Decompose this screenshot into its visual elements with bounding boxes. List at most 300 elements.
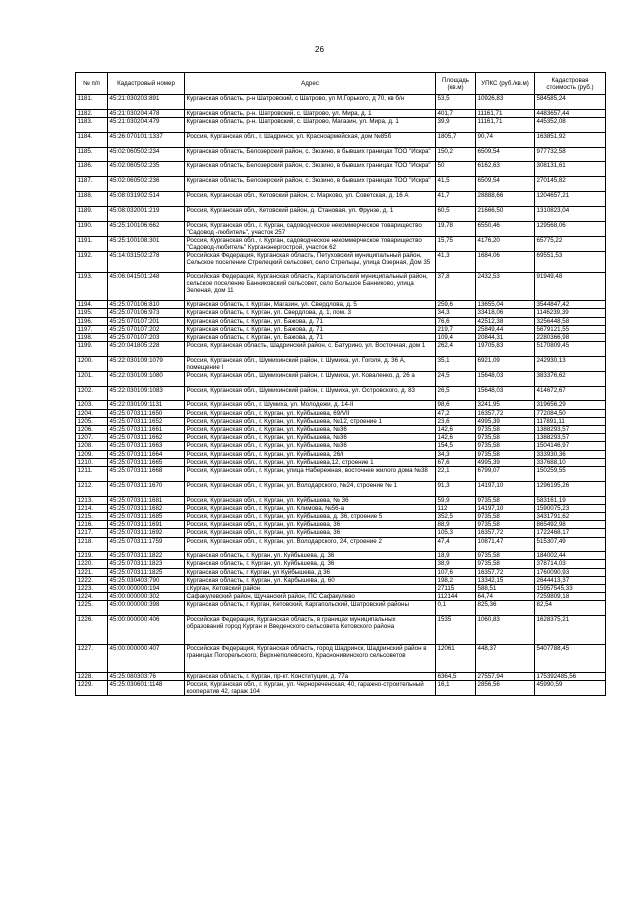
table-row xyxy=(76,552,606,560)
cell-num: 1228. xyxy=(76,673,108,681)
cell-num: 1188. xyxy=(76,191,108,206)
cell-address: Россия, Курганская обл., Шумихинский район, г. Шумиха, ул. Коваленко, д. 26 а xyxy=(185,371,436,386)
cell-cadastral: 45:22:030109:1080 xyxy=(108,371,185,386)
cell-cadastral: 45:25:070107:202 xyxy=(108,325,185,333)
cell-cost: 1722468,17 xyxy=(535,529,606,537)
table-row xyxy=(76,147,606,162)
cell-cost: 242930,13 xyxy=(535,356,606,371)
cell-upks: 9735,58 xyxy=(476,552,535,560)
cell-upks: 4176,20 xyxy=(476,236,535,251)
cell-cost: 1388293,57 xyxy=(535,434,606,442)
cell-num: 1224. xyxy=(76,593,108,601)
cell-address: Россия, Курганская область, Шадринский район, с. Батурино, ул. Восточная, дом 1 xyxy=(185,342,436,357)
cell-upks: 33418,06 xyxy=(476,309,535,317)
header-cadastral: Кадастровый номер xyxy=(108,73,185,95)
cell-address: Курганская область, г Курган, Кетовский, Каргапольский, Шатровский районы xyxy=(185,601,436,616)
cell-cost: 333930,36 xyxy=(535,450,606,458)
cell-upks: 13342,15 xyxy=(476,576,535,584)
cell-num: 1229. xyxy=(76,681,108,696)
cell-cost: 184002,44 xyxy=(535,552,606,560)
cell-area: 19,78 xyxy=(436,221,476,236)
table-row xyxy=(76,356,606,371)
cell-upks: 2856,56 xyxy=(476,681,535,696)
table-row xyxy=(76,325,606,333)
table-row xyxy=(76,132,606,147)
cell-cost: 117891,11 xyxy=(535,417,606,425)
cell-num: 1204. xyxy=(76,409,108,417)
cell-cost: 150259,55 xyxy=(535,466,606,481)
cell-area: 6364,5 xyxy=(436,673,476,681)
cell-cadastral: 45:25:070311:1759 xyxy=(108,537,185,552)
cell-cost: 319656,29 xyxy=(535,401,606,409)
cell-cadastral: 45:25:070311:1661 xyxy=(108,426,185,434)
cell-cadastral: 45:25:070311:1652 xyxy=(108,417,185,425)
cell-cadastral: 45:25:070311:1662 xyxy=(108,434,185,442)
cell-address: Курганская область, г Курган, ул Куйбышева, д 36 xyxy=(185,568,436,576)
cell-cost: 1760090,93 xyxy=(535,568,606,576)
cell-num: 1223. xyxy=(76,585,108,593)
cell-upks: 825,36 xyxy=(476,601,535,616)
cell-area: 39,9 xyxy=(436,117,476,132)
cell-cadastral: 45:14:031502:278 xyxy=(108,251,185,272)
cell-upks: 3241,95 xyxy=(476,401,535,409)
cell-cost: 1204657,21 xyxy=(535,191,606,206)
cell-area: 41,3 xyxy=(436,251,476,272)
cell-upks: 6921,09 xyxy=(476,356,535,371)
cell-num: 1213. xyxy=(76,496,108,504)
cell-cadastral: 45:25:070311:1665 xyxy=(108,458,185,466)
cell-cadastral: 45:25:070106:810 xyxy=(108,301,185,309)
table-row xyxy=(76,529,606,537)
cell-num: 1220. xyxy=(76,560,108,568)
table-row xyxy=(76,177,606,192)
cell-area: 27115 xyxy=(436,585,476,593)
cell-area: 24,5 xyxy=(436,371,476,386)
cell-area: 12061 xyxy=(436,644,476,672)
cell-cost: 4483657,44 xyxy=(535,109,606,117)
cell-address: Курганская область, г. Курган, пр-кт. Конституции, д. 77а xyxy=(185,673,436,681)
cell-cadastral: 45:08:032001:219 xyxy=(108,206,185,221)
cell-cost: 378714,03 xyxy=(535,560,606,568)
cell-upks: 9735,58 xyxy=(476,521,535,529)
cell-area: 18,9 xyxy=(436,552,476,560)
cell-num: 1210. xyxy=(76,458,108,466)
cell-upks: 28888,66 xyxy=(476,191,535,206)
cell-num: 1219. xyxy=(76,552,108,560)
cell-cadastral: 45:25:030601:1148 xyxy=(108,681,185,696)
cell-cadastral: 45:02:060502:234 xyxy=(108,147,185,162)
cell-num: 1222. xyxy=(76,576,108,584)
cell-upks: 6509,54 xyxy=(476,177,535,192)
table-row xyxy=(76,466,606,481)
cell-area: 352,5 xyxy=(436,512,476,520)
table-header-row xyxy=(76,73,606,95)
cell-address: Россия, Курганская обл., г. Курган, улица Набережная, восточнее жилого дома №38 xyxy=(185,466,436,481)
cell-cost: 308131,61 xyxy=(535,162,606,177)
cell-area: 47,2 xyxy=(436,409,476,417)
cell-cost: 82,54 xyxy=(535,601,606,616)
cell-address: Курганская область, г. Курган, ул. Бажова, д. 71 xyxy=(185,333,436,341)
table-row xyxy=(76,512,606,520)
cell-upks: 1060,83 xyxy=(476,616,535,644)
cell-cadastral: 45:02:060502:236 xyxy=(108,177,185,192)
table-row xyxy=(76,342,606,357)
cell-upks: 16357,72 xyxy=(476,568,535,576)
cell-upks: 4995,39 xyxy=(476,417,535,425)
cell-cost: 1146239,39 xyxy=(535,309,606,317)
cell-num: 1198. xyxy=(76,333,108,341)
table-row xyxy=(76,496,606,504)
cell-num: 1227. xyxy=(76,644,108,672)
cell-area: 142,6 xyxy=(436,426,476,434)
cell-cost: 45990,59 xyxy=(535,681,606,696)
cell-upks: 13655,04 xyxy=(476,301,535,309)
cell-address: Россия, Курганская обл., г. Курган, ул. Куйбышева, № 36 xyxy=(185,496,436,504)
cell-cost: 1504146,97 xyxy=(535,442,606,450)
cell-cost: 65775,22 xyxy=(535,236,606,251)
cell-cadastral: 45:25:070106:973 xyxy=(108,309,185,317)
cell-area: 41,7 xyxy=(436,191,476,206)
cell-area: 34,3 xyxy=(436,309,476,317)
cell-num: 1190. xyxy=(76,221,108,236)
cell-area: 154,5 xyxy=(436,442,476,450)
cell-num: 1202. xyxy=(76,386,108,401)
cell-address: Россия, Курганская обл., г. Курган, ул. Чернореченская, 40, гаражно-строительный кооператив 42, гараж 104 xyxy=(185,681,436,696)
cell-cost: 15957545,33 xyxy=(535,585,606,593)
cell-upks: 14197,10 xyxy=(476,481,535,496)
cell-upks: 14197,10 xyxy=(476,504,535,512)
cell-area: 142,6 xyxy=(436,434,476,442)
cell-area: 1805,7 xyxy=(436,132,476,147)
cell-upks: 9735,58 xyxy=(476,512,535,520)
table-row xyxy=(76,317,606,325)
page-number: 26 xyxy=(315,45,324,54)
cell-area: 16,1 xyxy=(436,681,476,696)
table-row xyxy=(76,576,606,584)
cell-cadastral: 45:25:070311:1823 xyxy=(108,560,185,568)
cell-address: Курганская область, р-н. Шатровский, с. Шатрово, Магазин, ул. Мира, д. 1 xyxy=(185,117,436,132)
cell-cadastral: 45:22:030109:1079 xyxy=(108,356,185,371)
cell-upks: 2432,53 xyxy=(476,272,535,300)
cell-num: 1203. xyxy=(76,401,108,409)
cell-upks: 9735,58 xyxy=(476,426,535,434)
cell-cadastral: 45:00:000000:302 xyxy=(108,593,185,601)
cell-upks: 20844,31 xyxy=(476,333,535,341)
cell-upks: 448,37 xyxy=(476,644,535,672)
table-row xyxy=(76,191,606,206)
cell-upks: 6509,54 xyxy=(476,147,535,162)
cell-address: Россия, Курганская обл., Шумихинский район, г. Шумиха, ул. Гоголя, д. 36 А, помещение I xyxy=(185,356,436,371)
table-row xyxy=(76,504,606,512)
cell-cadastral: 45:02:060502:235 xyxy=(108,162,185,177)
cell-address: Россия, Курганская обл., г. Шадринск, ул. Красноармейская, дом №85б xyxy=(185,132,436,147)
cell-address: Россия, Курганская обл., г. Курган, ул. Куйбышева, 26/I xyxy=(185,450,436,458)
cell-num: 1212. xyxy=(76,481,108,496)
cell-area: 60,5 xyxy=(436,206,476,221)
cell-num: 1192. xyxy=(76,251,108,272)
table-row xyxy=(76,442,606,450)
cell-cost: 5679121,55 xyxy=(535,325,606,333)
cell-num: 1182. xyxy=(76,109,108,117)
cell-num: 1216. xyxy=(76,521,108,529)
cell-area: 37,8 xyxy=(436,272,476,300)
cell-num: 1196. xyxy=(76,317,108,325)
cell-address: Россия, Курганская обл., г. Курган, ул. Володарского, 24, строение 2 xyxy=(185,537,436,552)
cell-address: Россия, Курганская обл., г. Курган, ул. Куйбышева, №36 xyxy=(185,426,436,434)
cell-num: 1209. xyxy=(76,450,108,458)
cell-cadastral: 45:06:041501:248 xyxy=(108,272,185,300)
cell-upks: 16357,72 xyxy=(476,409,535,417)
cell-num: 1206. xyxy=(76,426,108,434)
cell-cadastral: 45:25:070311:1681 xyxy=(108,496,185,504)
cell-num: 1194. xyxy=(76,301,108,309)
cell-address: Россия, Курганская обл., г. Курган, ул. Климова, №56-а xyxy=(185,504,436,512)
cell-address: Российская Федерация, Курганская область, Каргапольский муниципальный район, сельское поселение Банниковский сельсовет, село Большое Банниково, улица Зеленая, дом 11 xyxy=(185,272,436,300)
cell-area: 53,5 xyxy=(436,95,476,110)
cell-num: 1181. xyxy=(76,95,108,110)
cell-cadastral: 45:26:070101:1337 xyxy=(108,132,185,147)
cell-cadastral: 45:22:030109:1131 xyxy=(108,401,185,409)
table-row xyxy=(76,585,606,593)
cell-cost: 129568,06 xyxy=(535,221,606,236)
cell-cadastral: 45:25:070311:1685 xyxy=(108,512,185,520)
cell-cost: 270145,82 xyxy=(535,177,606,192)
cell-cost: 383376,62 xyxy=(535,371,606,386)
cell-num: 1183. xyxy=(76,117,108,132)
table-row xyxy=(76,221,606,236)
cell-cadastral: 45:08:031902:514 xyxy=(108,191,185,206)
cell-area: 1535 xyxy=(436,616,476,644)
table-row xyxy=(76,333,606,341)
cell-area: 23,6 xyxy=(436,417,476,425)
cell-cost: 515307,49 xyxy=(535,537,606,552)
cell-area: 41,5 xyxy=(436,177,476,192)
header-area: Площадь (кв.м) xyxy=(436,73,476,95)
cell-upks: 9735,58 xyxy=(476,442,535,450)
cell-cost: 5170809,45 xyxy=(535,342,606,357)
cell-cadastral: 45:25:070311:1663 xyxy=(108,442,185,450)
table-row xyxy=(76,236,606,251)
cell-num: 1214. xyxy=(76,504,108,512)
cell-cadastral: 45:00:000000:194 xyxy=(108,585,185,593)
cell-cost: 865492,98 xyxy=(535,521,606,529)
cell-num: 1218. xyxy=(76,537,108,552)
cell-area: 88,9 xyxy=(436,521,476,529)
cell-upks: 64,74 xyxy=(476,593,535,601)
cell-num: 1226. xyxy=(76,616,108,644)
cell-num: 1187. xyxy=(76,177,108,192)
table-row xyxy=(76,673,606,681)
table-row xyxy=(76,371,606,386)
table-row xyxy=(76,386,606,401)
cell-cost: 69551,53 xyxy=(535,251,606,272)
cell-cost: 772084,50 xyxy=(535,409,606,417)
cell-address: Курганская область, г. Курган, ул. Свердлова, д. 1, пом. 3 xyxy=(185,309,436,317)
cell-address: Курганская область, Белозерский район, с. Зюзино, в бывших границах ТОО "Искра" xyxy=(185,177,436,192)
cell-area: 34,3 xyxy=(436,450,476,458)
cell-num: 1217. xyxy=(76,529,108,537)
cell-upks: 9735,58 xyxy=(476,496,535,504)
cell-upks: 42512,38 xyxy=(476,317,535,325)
cell-upks: 6162,63 xyxy=(476,162,535,177)
cell-area: 107,6 xyxy=(436,568,476,576)
cell-address: Россия, Курганская обл., г. Курган, садоводческое некоммерческое товарищество "Садовод -любитель", участок 257 xyxy=(185,221,436,236)
cell-cadastral: 45:00:000000:406 xyxy=(108,616,185,644)
cell-cost: 7259809,18 xyxy=(535,593,606,601)
table-row xyxy=(76,560,606,568)
cell-cadastral: 45:00:000000:398 xyxy=(108,601,185,616)
table-row xyxy=(76,309,606,317)
cell-area: 198,2 xyxy=(436,576,476,584)
cell-upks: 15648,03 xyxy=(476,386,535,401)
cell-upks: 21666,50 xyxy=(476,206,535,221)
cell-cadastral: 45:25:100108:301 xyxy=(108,236,185,251)
cell-address: Россия, Курганская обл., г. Курган, ул. Куйбышева, №36 xyxy=(185,442,436,450)
cell-cost: 1590075,23 xyxy=(535,504,606,512)
cell-num: 1195. xyxy=(76,309,108,317)
table-row xyxy=(76,616,606,644)
cell-cadastral: 45:25:070311:1670 xyxy=(108,481,185,496)
cell-cost: 3431791,62 xyxy=(535,512,606,520)
cell-upks: 6799,07 xyxy=(476,466,535,481)
cell-address: Россия, Курганская обл., г. Курган, ул. Куйбышева, №36 xyxy=(185,434,436,442)
cell-upks: 15648,03 xyxy=(476,371,535,386)
cell-cost: 163851,92 xyxy=(535,132,606,147)
cell-num: 1185. xyxy=(76,147,108,162)
cell-address: Российская Федерация, Курганская область, в границах муниципальных образований город Курган и Введенского сельсовета Кетовского района xyxy=(185,616,436,644)
table-row xyxy=(76,109,606,117)
cell-cost: 3256448,58 xyxy=(535,317,606,325)
cell-num: 1211. xyxy=(76,466,108,481)
cell-address: Курганская область, г. Курган, ул. Бажова, д. 71 xyxy=(185,325,436,333)
header-cost: Кадастровая стоимость (руб.) xyxy=(535,73,606,95)
cell-address: Курганская область, г. Курган, ул. Куйбышева, д. 36 xyxy=(185,560,436,568)
cell-cadastral: 45:25:070311:1664 xyxy=(108,450,185,458)
cell-area: 109,4 xyxy=(436,333,476,341)
table-row xyxy=(76,401,606,409)
cell-cost: 175392485,56 xyxy=(535,673,606,681)
cell-address: Сафакулевский район, Щучанский район, ПС Сафакулево xyxy=(185,593,436,601)
cell-area: 26,5 xyxy=(436,386,476,401)
cell-cost: 1388293,57 xyxy=(535,426,606,434)
cell-upks: 11161,71 xyxy=(476,109,535,117)
cell-cost: 2644413,37 xyxy=(535,576,606,584)
cell-num: 1186. xyxy=(76,162,108,177)
cell-address: Россия, Курганская обл., г. Курган, ул. Куйбышева, 36 xyxy=(185,521,436,529)
table-row xyxy=(76,417,606,425)
cell-address: Курганская область, г. Курган, Магазин, ул. Свердлова, д. 5 xyxy=(185,301,436,309)
cell-cadastral: 45:25:070311:1650 xyxy=(108,409,185,417)
cell-address: Россия, Курганская обл., г. Курган, ул. Куйбышева, 69/VII xyxy=(185,409,436,417)
cell-cost: 977732,58 xyxy=(535,147,606,162)
cell-upks: 4995,39 xyxy=(476,458,535,466)
cell-cadastral: 45:20:041805:228 xyxy=(108,342,185,357)
cell-upks: 90,74 xyxy=(476,132,535,147)
cell-area: 67,6 xyxy=(436,458,476,466)
cell-area: 0,1 xyxy=(436,601,476,616)
cell-num: 1225. xyxy=(76,601,108,616)
cell-cadastral: 45:25:030403:790 xyxy=(108,576,185,584)
table-row xyxy=(76,568,606,576)
cell-cost: 3544847,42 xyxy=(535,301,606,309)
cell-address: Курганская область, р-н. Шатровский, с. Шатрово, ул. Мира, д. 1 xyxy=(185,109,436,117)
cell-upks: 9735,58 xyxy=(476,560,535,568)
cell-area: 259,6 xyxy=(436,301,476,309)
header-num: № п/п xyxy=(76,73,108,95)
cell-upks: 25849,44 xyxy=(476,325,535,333)
cell-area: 219,7 xyxy=(436,325,476,333)
cell-num: 1193. xyxy=(76,272,108,300)
cell-upks: 10926,83 xyxy=(476,95,535,110)
table-row xyxy=(76,272,606,300)
cell-upks: 1684,06 xyxy=(476,251,535,272)
cell-address: Курганская область, Белозерский район, с. Зюзино, в бывших границах ТОО "Искра" xyxy=(185,162,436,177)
cell-area: 35,1 xyxy=(436,356,476,371)
table-row xyxy=(76,458,606,466)
cell-area: 91,3 xyxy=(436,481,476,496)
cell-cadastral: 45:21:030203:891 xyxy=(108,95,185,110)
cell-num: 1208. xyxy=(76,442,108,450)
cell-cost: 5407788,45 xyxy=(535,644,606,672)
cell-area: 262,4 xyxy=(436,342,476,357)
cell-cost: 584585,24 xyxy=(535,95,606,110)
cell-num: 1197. xyxy=(76,325,108,333)
cell-address: Российская Федерация, Курганская область, город Шадринск, Шадринский район в границах Погорельского, Верхнеполевского, Краснонивинского сельсоветов xyxy=(185,644,436,672)
cell-num: 1189. xyxy=(76,206,108,221)
cell-address: Россия, Курганская обл., г. Курган, ул. Куйбышева,12, строение 1 xyxy=(185,458,436,466)
table-row xyxy=(76,251,606,272)
cell-area: 22,1 xyxy=(436,466,476,481)
table-row xyxy=(76,521,606,529)
cell-cadastral: 45:25:070107:201 xyxy=(108,317,185,325)
cell-cost: 91949,48 xyxy=(535,272,606,300)
cell-cost: 583161,19 xyxy=(535,496,606,504)
cell-cost: 414672,67 xyxy=(535,386,606,401)
table-row xyxy=(76,644,606,672)
table-row xyxy=(76,593,606,601)
cell-area: 112144 xyxy=(436,593,476,601)
cell-num: 1191. xyxy=(76,236,108,251)
table-row xyxy=(76,601,606,616)
cell-upks: 10871,47 xyxy=(476,537,535,552)
cell-num: 1207. xyxy=(76,434,108,442)
cell-cadastral: 45:25:070311:1668 xyxy=(108,466,185,481)
cell-cost: 337688,10 xyxy=(535,458,606,466)
cell-address: Российская Федерация, Курганская область, Петуховский муниципальный район, Сельское поселение Стрелецкий сельсовет, село Стрельцы, улица Озерная, Дом 35 xyxy=(185,251,436,272)
cell-upks: 9735,58 xyxy=(476,434,535,442)
table-row xyxy=(76,450,606,458)
cell-area: 401,7 xyxy=(436,109,476,117)
cell-area: 98,6 xyxy=(436,401,476,409)
cell-cadastral: 45:25:070107:203 xyxy=(108,333,185,341)
cell-area: 15,75 xyxy=(436,236,476,251)
cell-cost: 2280366,98 xyxy=(535,333,606,341)
cell-cost: 1628375,21 xyxy=(535,616,606,644)
cell-address: Россия, Курганская обл., г. Курган, садоводческое некоммерческое товарищество "Садовод-любитель" Курганэнергострой, участок 62 xyxy=(185,236,436,251)
cell-upks: 6550,46 xyxy=(476,221,535,236)
table-row xyxy=(76,409,606,417)
cell-cadastral: 45:25:070311:1825 xyxy=(108,568,185,576)
cell-address: Россия, Курганская обл., Шумихинский район, г. Шумиха, ул. Островского, д. 83 xyxy=(185,386,436,401)
cell-cadastral: 45:00:000000:407 xyxy=(108,644,185,672)
cell-cadastral: 45:25:070311:1822 xyxy=(108,552,185,560)
cell-cost: 445352,08 xyxy=(535,117,606,132)
cell-upks: 19705,83 xyxy=(476,342,535,357)
cell-cost: 1310823,04 xyxy=(535,206,606,221)
table-row xyxy=(76,481,606,496)
cell-num: 1199. xyxy=(76,342,108,357)
cell-upks: 27557,94 xyxy=(476,673,535,681)
